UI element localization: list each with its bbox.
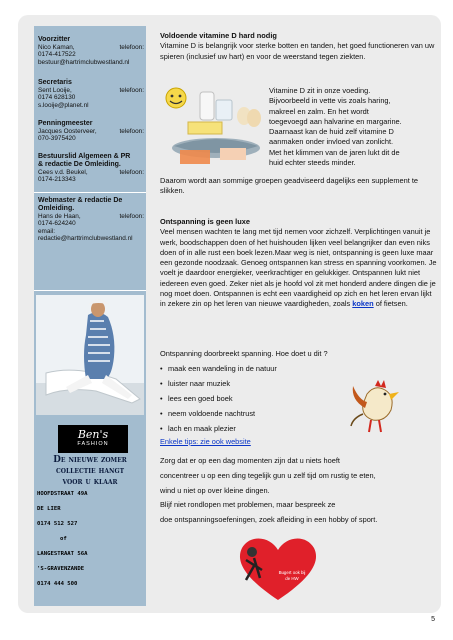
bestuurslid-phone: 0174-213343: [38, 176, 76, 184]
list-item: • maak een wandeling in de natuur: [160, 361, 438, 376]
webmaster-email[interactable]: redactie@harttrimclubwestland.nl: [38, 235, 133, 243]
ad-address-2-phone: 0174 444 500: [37, 581, 78, 587]
rooster-icon: [345, 374, 415, 436]
contact-penningmeester: [38, 120, 144, 143]
ad-title-1: De nieuwe zomer: [53, 455, 127, 465]
article1-paragraph-1: Vitamine D is belangrijk voor sterke botten en tanden, het goed functioneren van uw spieren (inclusief uw hart) en voor de weerstand tegen ziekten.: [160, 41, 435, 61]
tips-website-link-text[interactable]: Enkele tips: zie ook website: [160, 437, 251, 446]
ad-address-1-street: HOOFDSTRAAT 49A: [37, 491, 88, 497]
article2-paragraph-2: Ontspanning doorbreekt spanning. Hoe doet u dit ?: [160, 349, 328, 358]
heart-icon: [232, 530, 324, 602]
webmaster-email-label: email:: [38, 227, 56, 235]
voorzitter-name: Nico Kaman,: [38, 44, 75, 51]
ad-address-of: of: [60, 536, 67, 542]
article1-p2-line-7: huid echter steeds minder.: [269, 158, 356, 168]
contact-bestuurslid: [38, 153, 144, 184]
koken-link[interactable]: koken: [352, 299, 374, 309]
secretaris-title: Secretaris: [38, 79, 72, 86]
ad-headline: [36, 455, 144, 488]
sidebar-divider-2: [34, 290, 146, 291]
penningmeester-phone: 070-3975420: [38, 135, 76, 143]
heart-caption-1: Bugert ook bij: [278, 570, 306, 575]
voorzitter-tel-label: telefoon:: [119, 44, 144, 51]
secretaris-tel-label: telefoon:: [119, 87, 144, 94]
article1-p2-line-5: aanmaken onder invloed van zonlicht.: [269, 137, 394, 147]
secretaris-name: Sent Looije,: [38, 87, 72, 94]
article2-p1-text: Veel mensen wachten te lang met tijd nemen voor zichzelf. Verplichtingen vanuit je werk, boodschappen doen of het huishouden lijken veel belangrijker dan even niks doen of in alle rust een boek lezen.Maar weg is niet, ontspanning is geen luxe maar een gezonde noodzaak. Genoeg ontspannen kan stress en spanning voorkomen. Je voelt je daardoor energieker, veerkrachtiger en gelukkiger. Ontspannen lukt niet iedereen even goed. Zeker niet als je hoofd vol zit met honderd andere dingen die je nog moet doen. Ontspannen is echt een vaardigheid op zich en het leren ervan lijkt in zekere zin op het leren van nieuwe vaardigheden, zoals: [160, 227, 437, 309]
article1-p2-line-1: Bijvoorbeeld in vette vis zoals haring,: [269, 96, 391, 106]
bestuurslid-name: Cees v.d. Beukel,: [38, 169, 88, 176]
article2-paragraph-3: [160, 454, 442, 528]
contact-voorzitter: [38, 36, 144, 66]
heart-logo: [232, 530, 324, 602]
vitamine-d-food-illustration: [160, 82, 268, 172]
food-illustration: [160, 82, 268, 172]
webmaster-phone: 0174-624240: [38, 220, 76, 228]
webmaster-name: Hans de Haan,: [38, 213, 81, 220]
list-item: • lach en maak plezier: [160, 421, 438, 436]
article1-paragraph-2: [269, 86, 439, 168]
webmaster-tel-label: telefoon:: [119, 213, 144, 220]
ad-address-1-city: DE LIER: [37, 506, 61, 512]
article1-p2-line-4: Daarnaast kan de huid zelf vitamine D: [269, 127, 394, 137]
ad-address-2-street: LANGESTRAAT 56A: [37, 551, 88, 557]
list-item: • luister naar muziek: [160, 376, 438, 391]
fashion-photo-illustration: [36, 295, 144, 415]
contact-webmaster: [38, 197, 144, 243]
article1-heading: Voldoende vitamine D hard nodig: [160, 31, 277, 40]
heart-caption-2: de HW: [285, 576, 299, 581]
bestuurslid-tel-label: telefoon:: [119, 169, 144, 176]
list-item: • neem voldoende nachtrust: [160, 406, 438, 421]
ad-address-1-phone: 0174 512 527: [37, 521, 78, 527]
webmaster-title-1: Webmaster & redactie De: [38, 197, 123, 204]
ad-address-2-city: 'S-GRAVENZANDE: [37, 566, 85, 572]
bens-logo-script: Ben's: [77, 428, 109, 441]
voorzitter-title: Voorzitter: [38, 36, 71, 43]
bens-fashion-logo: [58, 425, 128, 453]
list-item: • lees een goed boek: [160, 391, 438, 406]
fashion-model-photo: [36, 295, 144, 415]
voorzitter-email[interactable]: bestuur@hartrimclubwestland.nl: [38, 58, 130, 66]
article1-p2-line-2: makreel en zalm. En het wordt: [269, 106, 369, 116]
article1-p2-line-3: toegevoegd aan halvarine en margarine.: [269, 116, 402, 126]
bestuurslid-title-2: & redactie De Omleiding.: [38, 161, 121, 168]
article2-heading: Ontspanning is geen luxe: [160, 217, 250, 226]
tips-website-link[interactable]: [160, 437, 438, 447]
sidebar-divider: [34, 192, 146, 193]
rooster-illustration: [345, 374, 415, 436]
article1-p2-line-6: Met het klimmen van de jaren lukt dit de: [269, 147, 400, 157]
article1-paragraph-3: Daarom wordt aan sommige groepen geadviseerd dagelijks een supplement te slikken.: [160, 176, 419, 196]
article2-paragraph-1: [160, 227, 438, 309]
penningmeester-title: Penningmeester: [38, 120, 93, 127]
article2-p3-line-4: doe ontspanningsoefeningen, zoek afleiding in een hobby of sport.: [160, 515, 378, 525]
article2-p1-end: of fietsen.: [373, 299, 408, 309]
article2-p3-line-1: concentreer u op een ding tegelijk gun u zelf tijd om rustig te eten,: [160, 470, 376, 480]
page-number: 5: [431, 616, 435, 623]
article2-p3-line-2: wind u niet op over kleine dingen.: [160, 485, 270, 495]
bestuurslid-title-1: Bestuurslid Algemeen & PR: [38, 153, 131, 160]
contact-secretaris: [38, 79, 144, 109]
penningmeester-name: Jacques Oosterveer,: [38, 128, 97, 135]
article2-p3-line-0: Zorg dat er op een dag momenten zijn dat u niets hoeft: [160, 456, 340, 465]
voorzitter-phone: 0174-417522: [38, 51, 76, 59]
secretaris-phone: 0174 628130: [38, 94, 76, 102]
penningmeester-tel-label: telefoon:: [119, 128, 144, 135]
webmaster-title-2: Omleiding.: [38, 205, 75, 212]
ad-title-2: collectie hangt: [55, 466, 125, 476]
article-ontspanning: [160, 217, 438, 310]
article2-p3-line-3: Blijf niet rondlopen met problemen, maar bespreek ze: [160, 500, 336, 510]
secretaris-email[interactable]: s.looije@planet.nl: [38, 101, 89, 109]
article1-p2-line-0: Vitamine D zit in onze voeding.: [269, 86, 371, 95]
bens-logo-fashion: FASHION: [77, 441, 109, 447]
article-vitamine-d: [160, 31, 438, 62]
ad-title-3: voor u klaar: [62, 477, 118, 487]
